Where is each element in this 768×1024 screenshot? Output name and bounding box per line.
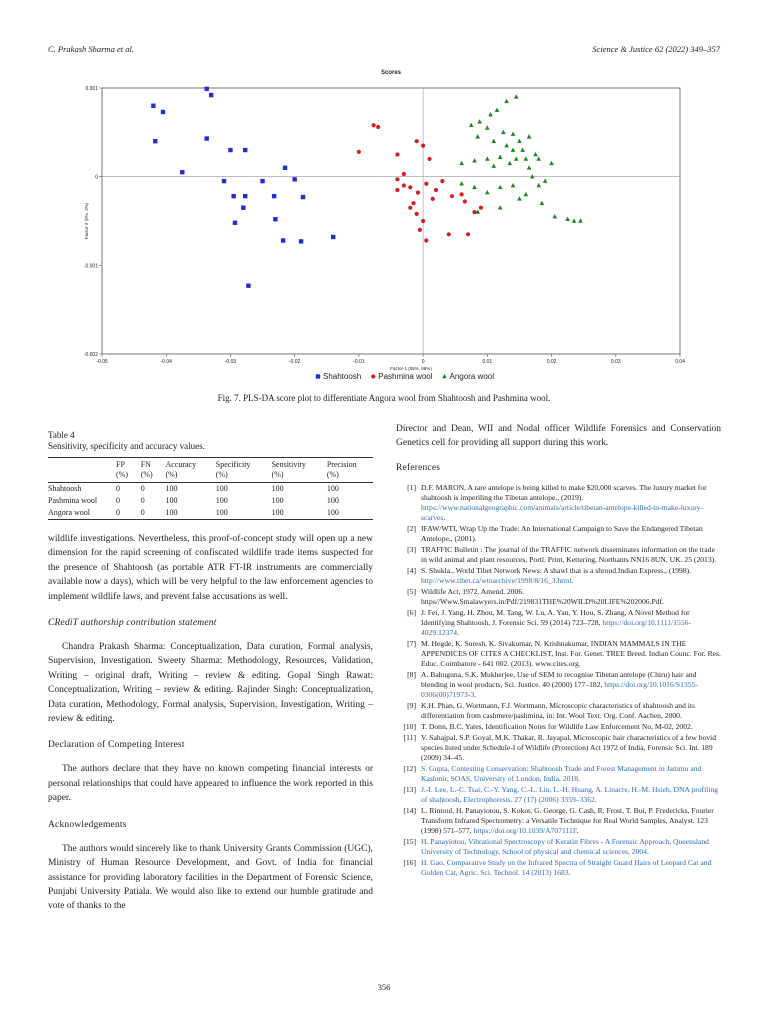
data-point-circle xyxy=(372,123,376,127)
reference-list xyxy=(396,483,721,878)
data-point-triangle xyxy=(514,156,519,160)
data-point-triangle xyxy=(459,181,464,185)
table-cell: 100 xyxy=(165,484,178,493)
data-point-circle xyxy=(395,152,399,156)
reference-end: . xyxy=(576,825,579,835)
data-point-square xyxy=(281,238,285,242)
reference-text xyxy=(421,701,721,721)
table-header-unit: (%) xyxy=(271,470,284,479)
data-point-square xyxy=(161,110,165,114)
reference-item xyxy=(396,858,721,878)
table-label: Table 4 xyxy=(48,430,75,440)
x-tick-label: -0.03 xyxy=(224,359,237,365)
reference-number: [7] xyxy=(407,638,416,648)
reference-item xyxy=(396,701,721,721)
declaration-text: The authors declare that they have no known competing financial interests or personal relationships that could have appeared to influence the work reported in this paper. xyxy=(48,764,373,804)
reference-body: V. Sahajpal, S.P. Goyal, M.K. Thakar, R. Jayapal, Microscopic hair characteristics of a few bovid species listed under Schedule-I of Wildlife (Protection) Act 1972 of India, Forensic Sci. Int. 189 (2009) 34–45. xyxy=(421,732,717,762)
reference-item xyxy=(396,806,721,836)
data-point-triangle xyxy=(477,119,482,123)
data-point-triangle xyxy=(533,152,538,156)
reference-end: . xyxy=(578,773,580,783)
data-point-triangle xyxy=(491,139,496,143)
reference-text xyxy=(421,722,721,732)
reference-link[interactable]: H. Panayiotou, Vibrational Spectroscopy of Keratin Fibres - A Forensic Approach, Queensland University of Technology, School of physical and chemical sciences, 2004 xyxy=(421,836,709,856)
y-tick-label: -0.002 xyxy=(83,352,98,358)
reference-end: . xyxy=(594,794,597,804)
data-point-square xyxy=(204,136,208,140)
reference-item xyxy=(396,524,721,544)
data-point-triangle xyxy=(485,156,490,160)
data-point-square xyxy=(243,148,247,152)
data-point-triangle xyxy=(511,147,516,151)
table-header-unit: (%) xyxy=(116,470,128,479)
reference-item xyxy=(396,837,721,857)
data-point-circle xyxy=(447,232,451,236)
table-header-row xyxy=(48,458,373,483)
data-point-square xyxy=(233,221,237,225)
data-point-circle xyxy=(357,150,361,154)
reference-number: [4] xyxy=(407,565,416,575)
data-point-triangle xyxy=(508,161,513,165)
data-point-circle xyxy=(408,206,412,210)
data-point-circle xyxy=(411,201,415,205)
table-cell: 100 xyxy=(326,484,339,493)
row-label: Shahtoosh xyxy=(48,484,82,493)
data-point-triangle xyxy=(511,183,516,187)
reference-text xyxy=(421,587,721,607)
data-point-circle xyxy=(434,188,438,192)
reference-number: [11] xyxy=(403,732,416,742)
data-point-square xyxy=(204,87,208,91)
reference-body: Wildlife Act, 1972, Amend. 2006. https//Www.Smalawyers.in/Pdf/219831THE%20WILD%20LIFE%202006.Pdf. xyxy=(421,586,664,606)
table-header-cell xyxy=(48,458,113,483)
table-cell: 0 xyxy=(116,496,120,505)
data-point-square xyxy=(153,139,157,143)
reference-item xyxy=(396,722,721,732)
reference-text xyxy=(421,639,721,669)
reference-body: T. Donn, B.C. Yates, Identification Notes for Wildlife Law Enforcement No, M-02, 2002. xyxy=(421,721,693,731)
reference-body: J. Fei, J. Yang, H. Zhou, M. Tang, W. Lu, A. Yan, Y. Hou, S. Zhang, A Novel Method for Identifying Shahtoosh, J. Forensic Sci. 59 (2014) 723–728, xyxy=(421,607,690,627)
y-axis-label: Factor-2 (6%, 3%) xyxy=(84,202,89,240)
table-4 xyxy=(48,430,373,520)
reference-number: [14] xyxy=(403,805,416,815)
table-cell: 100 xyxy=(215,484,228,493)
data-point-triangle xyxy=(498,185,503,189)
data-point-circle xyxy=(427,157,431,161)
data-point-circle xyxy=(415,212,419,216)
data-point-circle xyxy=(395,188,399,192)
reference-text xyxy=(421,524,721,544)
data-point-circle xyxy=(463,199,467,203)
data-point-triangle xyxy=(514,94,519,98)
legend-marker-square xyxy=(316,374,320,378)
data-point-triangle xyxy=(549,161,554,165)
x-tick-label: -0.01 xyxy=(353,359,365,365)
reference-end: . xyxy=(474,689,477,699)
data-point-circle xyxy=(402,172,406,176)
reference-text xyxy=(421,733,721,763)
data-point-triangle xyxy=(536,183,541,187)
table-row xyxy=(48,483,373,496)
data-point-triangle xyxy=(527,165,532,169)
data-point-square xyxy=(222,179,226,183)
legend-marker-circle xyxy=(371,374,375,378)
reference-text xyxy=(421,608,721,638)
x-tick-label: -0.05 xyxy=(96,359,108,365)
page-number: 356 xyxy=(377,982,391,992)
data-point-square xyxy=(299,239,303,243)
table-header-unit: (%) xyxy=(215,470,228,479)
reference-link[interactable]: https://doi.org/10.1039/A707111F xyxy=(473,825,577,835)
credit-statement: Chandra Prakash Sharma: Conceptualization, Data curation, Formal analysis, Supervision, Investigation. Sweety Sharma: Methodology, Resources, Validation, Writing – original draft, Writing – review & editing. Gopal Singh Rawat: Conceptualization, Writing – review & editing. Rajinder Singh: Conceptualization, Data curation, Methodology, Formal analysis, Supervision, Investigation, Writing – review & editing. xyxy=(48,642,373,725)
table-cell: 100 xyxy=(165,508,178,517)
chart-title: Scores xyxy=(380,70,402,76)
reference-end: . xyxy=(646,846,649,856)
data-point-triangle xyxy=(469,123,474,127)
reference-item xyxy=(396,764,721,784)
reference-number: [13] xyxy=(403,784,416,794)
acknowledgements-continued: Director and Dean, WII and Nodal officer Wildlife Forensics and Conservation Genetics cell for providing all support during this work. xyxy=(396,424,721,449)
x-tick-label: 0.03 xyxy=(610,359,621,365)
x-axis-label: Factor-1 (55%, 88%) xyxy=(390,366,432,371)
table-cell: 0 xyxy=(140,508,145,517)
table-header-unit: (%) xyxy=(326,470,339,479)
reference-body: M. Hegde, K. Suresh, K. Sivakumar, N. Krishnakumar, INDIAN MAMMALS IN THE APPENDICES OF CITES A CHECKLIST, Inst. For. Genet. TREE Breed. Indian Counc. For. Res. Educ. Coimbatore - 641 002. (2013). www.cites.org. xyxy=(421,638,721,668)
reference-number: [12] xyxy=(403,763,416,773)
reference-item xyxy=(396,566,721,586)
reference-link[interactable]: https://doi.org/10.1016/S1355-0306(00)71973-3 xyxy=(421,679,698,699)
x-tick-label: 0.02 xyxy=(546,359,557,365)
data-point-triangle xyxy=(498,155,503,159)
table-title: Sensitivity, specificity and accuracy values. xyxy=(48,441,205,451)
reference-link[interactable]: S. Gupta, Contesting Conservation: Shahtoosh Trade and Forest Management in Jammu and Kashmir, SOAS, University of London, India, 2018 xyxy=(421,763,702,783)
data-point-circle xyxy=(460,192,464,196)
data-point-square xyxy=(283,166,287,170)
x-tick-label: 0 xyxy=(421,359,425,365)
reference-item xyxy=(396,587,721,607)
table-header-cell: Specificity (%) xyxy=(215,460,251,479)
data-point-triangle xyxy=(495,108,500,112)
legend-label: Angora wool xyxy=(449,372,494,381)
data-point-triangle xyxy=(504,99,509,103)
acknowledgements-text: The authors would sincerely like to thank University Grants Commission (UGC), Ministry of Human Resource Development, and Govt. of India for financial assistance for providing laboratory facilities in the Department of Forensic Science, Punjabi University Patiala. We would also like to extend our humble gratitude and vote of thanks to the xyxy=(48,843,373,912)
reference-link[interactable]: http://www.tibet.ca/wtnarchive/1998/8/16_3.html xyxy=(421,575,572,585)
right-column xyxy=(396,422,721,879)
data-point-square xyxy=(228,148,232,152)
table-cell: 0 xyxy=(140,496,145,505)
data-point-triangle xyxy=(565,217,570,221)
reference-end: . xyxy=(457,627,459,637)
table-cell: 100 xyxy=(215,508,228,517)
data-point-square xyxy=(151,104,155,108)
data-point-triangle xyxy=(517,139,522,143)
data-point-square xyxy=(260,179,264,183)
reference-number: [8] xyxy=(407,669,416,679)
data-point-triangle xyxy=(498,205,503,209)
table-cell: 100 xyxy=(326,496,339,505)
data-point-circle xyxy=(479,206,483,210)
running-header-journal: Science & Justice 62 (2022) 349–357 xyxy=(592,44,720,54)
data-point-circle xyxy=(424,182,428,186)
reference-number: [9] xyxy=(407,700,416,710)
data-point-square xyxy=(292,177,296,181)
data-point-square xyxy=(273,217,277,221)
data-point-triangle xyxy=(536,156,541,160)
reference-number: [15] xyxy=(403,836,416,846)
data-point-square xyxy=(246,284,250,288)
reference-text xyxy=(421,858,721,878)
reference-item xyxy=(396,483,721,523)
data-point-triangle xyxy=(511,132,516,136)
data-point-triangle xyxy=(501,130,506,134)
table-cell: 0 xyxy=(116,484,120,493)
reference-text xyxy=(421,764,721,784)
table-header-cell: Sensitivity (%) xyxy=(271,460,306,479)
data-point-square xyxy=(209,93,213,97)
data-point-triangle xyxy=(472,185,477,189)
reference-text xyxy=(421,837,721,857)
legend-marker-triangle xyxy=(442,374,447,378)
table-header-cell: Precision (%) xyxy=(326,460,357,479)
reference-item xyxy=(396,785,721,805)
data-point-circle xyxy=(431,197,435,201)
data-point-triangle xyxy=(540,201,545,205)
data-point-circle xyxy=(440,179,444,183)
running-header-authors: C. Prakash Sharma et al. xyxy=(48,44,134,54)
table-row xyxy=(48,495,373,507)
reference-number: [1] xyxy=(407,482,416,492)
data-point-circle xyxy=(376,125,380,129)
legend-label: Shahtoosh xyxy=(323,372,362,381)
reference-text xyxy=(421,483,721,523)
row-label: Angora wool xyxy=(48,508,90,517)
left-column xyxy=(48,430,373,914)
table-header-cell: FP (%) xyxy=(116,460,128,479)
references-heading: References xyxy=(396,462,441,473)
reference-body: K.H. Phan, G. Wortmann, F.J. Wortmann, Microscopic characteristics of shahtoosh and its differentiation from cashmere/pashmina, in: Int. Wool Text. Org. Conf. Aachen, 2000. xyxy=(421,700,695,720)
reference-body: D.F. MARON, A rare antelope is being killed to make $20,000 scarves. The luxury market for shahtoosh is imperiling the Tibetan antelope., (2019). xyxy=(421,482,707,502)
table-cell: 100 xyxy=(326,508,339,517)
reference-item xyxy=(396,608,721,638)
reference-number: [16] xyxy=(403,857,416,867)
data-point-square xyxy=(241,206,245,210)
reference-item xyxy=(396,545,721,565)
table-cell: 100 xyxy=(271,508,284,517)
reference-link[interactable]: https://doi.org/10.1111/1556-4029.12374 xyxy=(421,617,691,637)
data-point-square xyxy=(331,235,335,239)
data-point-circle xyxy=(450,194,454,198)
data-point-square xyxy=(231,194,235,198)
pls-da-score-plot xyxy=(78,66,690,388)
x-tick-label: -0.04 xyxy=(160,359,172,365)
reference-text xyxy=(421,670,721,700)
table-cell: 100 xyxy=(215,496,228,505)
reference-body: IFAW/WTI, Wrap Up the Trade: An International Campaign to Save the Endangered Tibetan Antelope., (2001). xyxy=(421,523,703,543)
table-cell: 100 xyxy=(165,496,178,505)
reference-link[interactable]: H. Gao, Comparative Study on the Infrared Spectra of Straight Guard Hairs of Leopard Cat and Golden Cat, Agric. Sci. Technol. 14 (2013) 1683 xyxy=(421,857,712,877)
table-header-cell: Accuracy (%) xyxy=(165,460,197,479)
data-point-triangle xyxy=(524,156,529,160)
data-point-circle xyxy=(408,185,412,189)
credit-heading: CRediT authorship contribution statement xyxy=(48,618,217,629)
reference-link[interactable]: J.-I. Lee, L.-C. Tsai, C.-Y. Yang, C.-L. Liu, L.-H. Huang, A. Linacre, H.-M. Hsieh, DNA profiling of shahtoosh, Electrophoresis. 27 (17) (2006) 3359–3362 xyxy=(421,784,718,804)
data-point-triangle xyxy=(543,179,548,183)
reference-body: TRAFFIC Bulletin : The journal of the TRAFFIC network disseminates information on the trade in wild animal and plant resources, Portl. Print, Kettering, Northants NN16 8UN, UK. 25 (2013). xyxy=(421,544,717,564)
reference-number: [2] xyxy=(407,523,416,533)
table-row xyxy=(48,507,373,520)
reference-body: L. Rintoul, H. Panayiotou, S. Kokot, G. George, G. Cash, R. Frost, T. Bui, P. Fredericks, Fourier Transform Infrared Spectrometry: a Versatile Technique for Real World Samples, Analyst. 123 (1998) 571–577, xyxy=(421,805,714,835)
data-point-triangle xyxy=(459,161,464,165)
data-point-square xyxy=(272,194,276,198)
x-tick-label: 0.04 xyxy=(675,359,685,365)
table-cell: 0 xyxy=(140,484,145,493)
y-tick-label: -0.001 xyxy=(83,263,98,270)
reference-number: [10] xyxy=(403,721,416,731)
reference-item xyxy=(396,733,721,763)
legend-label: Pashmina wool xyxy=(378,372,433,381)
reference-text xyxy=(421,806,721,836)
y-tick-label: 0 xyxy=(95,174,98,181)
data-point-triangle xyxy=(485,190,490,194)
reference-text xyxy=(421,566,721,586)
declaration-heading: Declaration of Competing Interest xyxy=(48,740,185,751)
reference-link[interactable]: https://www.nationalgeographic.com/animals/article/tibetan-antelope-killed-to-make-luxury-scarves xyxy=(421,502,704,522)
data-point-triangle xyxy=(491,163,496,167)
data-point-circle xyxy=(415,139,419,143)
reference-end: . xyxy=(571,575,574,585)
data-point-triangle xyxy=(504,143,509,147)
data-point-circle xyxy=(418,228,422,232)
plot-frame xyxy=(102,88,680,354)
data-point-square xyxy=(243,194,247,198)
reference-text xyxy=(421,785,721,805)
data-point-triangle xyxy=(552,214,557,218)
data-point-circle xyxy=(416,191,420,195)
data-point-triangle xyxy=(488,112,493,116)
acknowledgements-heading: Acknowledgements xyxy=(48,819,127,830)
figure-caption: Fig. 7. PLS-DA score plot to differentiate Angora wool from Shahtoosh and Pashmina wool. xyxy=(217,393,551,403)
reference-number: [6] xyxy=(407,607,416,617)
reference-item xyxy=(396,639,721,669)
data-point-circle xyxy=(421,144,425,148)
reference-end: . xyxy=(568,867,571,877)
table-header-unit: (%) xyxy=(140,470,153,479)
data-point-circle xyxy=(395,177,399,181)
data-point-square xyxy=(180,170,184,174)
x-tick-label: 0.01 xyxy=(482,359,493,365)
data-point-triangle xyxy=(485,125,490,129)
table-cell: 0 xyxy=(116,508,120,517)
data-point-circle xyxy=(421,219,425,223)
data-point-triangle xyxy=(530,174,535,178)
data-point-circle xyxy=(466,232,470,236)
data-point-circle xyxy=(402,183,406,187)
row-label: Pashmina wool xyxy=(48,496,98,505)
table-cell: 100 xyxy=(271,496,284,505)
data-point-circle xyxy=(424,238,428,242)
data-point-triangle xyxy=(572,218,577,222)
reference-item xyxy=(396,670,721,700)
table-cell: 100 xyxy=(271,484,284,493)
data-point-triangle xyxy=(578,218,583,222)
y-tick-label: 0.001 xyxy=(85,86,98,92)
data-point-triangle xyxy=(472,158,477,162)
conclusion-paragraph: wildlife investigations. Nevertheless, this proof-of-concept study will open up a new dimension for the rapid screening of confiscated wildlife trade items suspected for the presence of Shahtoosh (as portable ATR FT-IR instruments are commercially available now a days), which will be very helpful to the law enforcement agencies to implement wildlife laws, and prevent false accusations as well. xyxy=(48,534,373,602)
data-point-triangle xyxy=(475,134,480,138)
data-point-triangle xyxy=(527,134,532,138)
reference-number: [3] xyxy=(407,544,416,554)
data-point-triangle xyxy=(520,147,525,151)
table-header-cell: FN (%) xyxy=(140,460,153,479)
metrics-table xyxy=(48,457,373,520)
reference-number: [5] xyxy=(407,586,416,596)
reference-body: S. Shukla., World Tibet Network News: A shawl that is a shroud.Indian Express., (1998). xyxy=(421,565,692,575)
data-point-triangle xyxy=(517,196,522,200)
data-point-square xyxy=(301,195,305,199)
data-point-triangle xyxy=(524,192,529,196)
reference-end: . xyxy=(443,512,446,522)
reference-text xyxy=(421,545,721,565)
table-header-unit: (%) xyxy=(165,470,178,479)
x-tick-label: -0.02 xyxy=(288,359,301,365)
reference-body: A. Bahuguna, S.K. Mukherjee, Use of SEM to recognise Tibetan antelope (Chiru) hair and blending in wool products, Sci. Justice. 40 (2000) 177–182, xyxy=(421,669,697,689)
